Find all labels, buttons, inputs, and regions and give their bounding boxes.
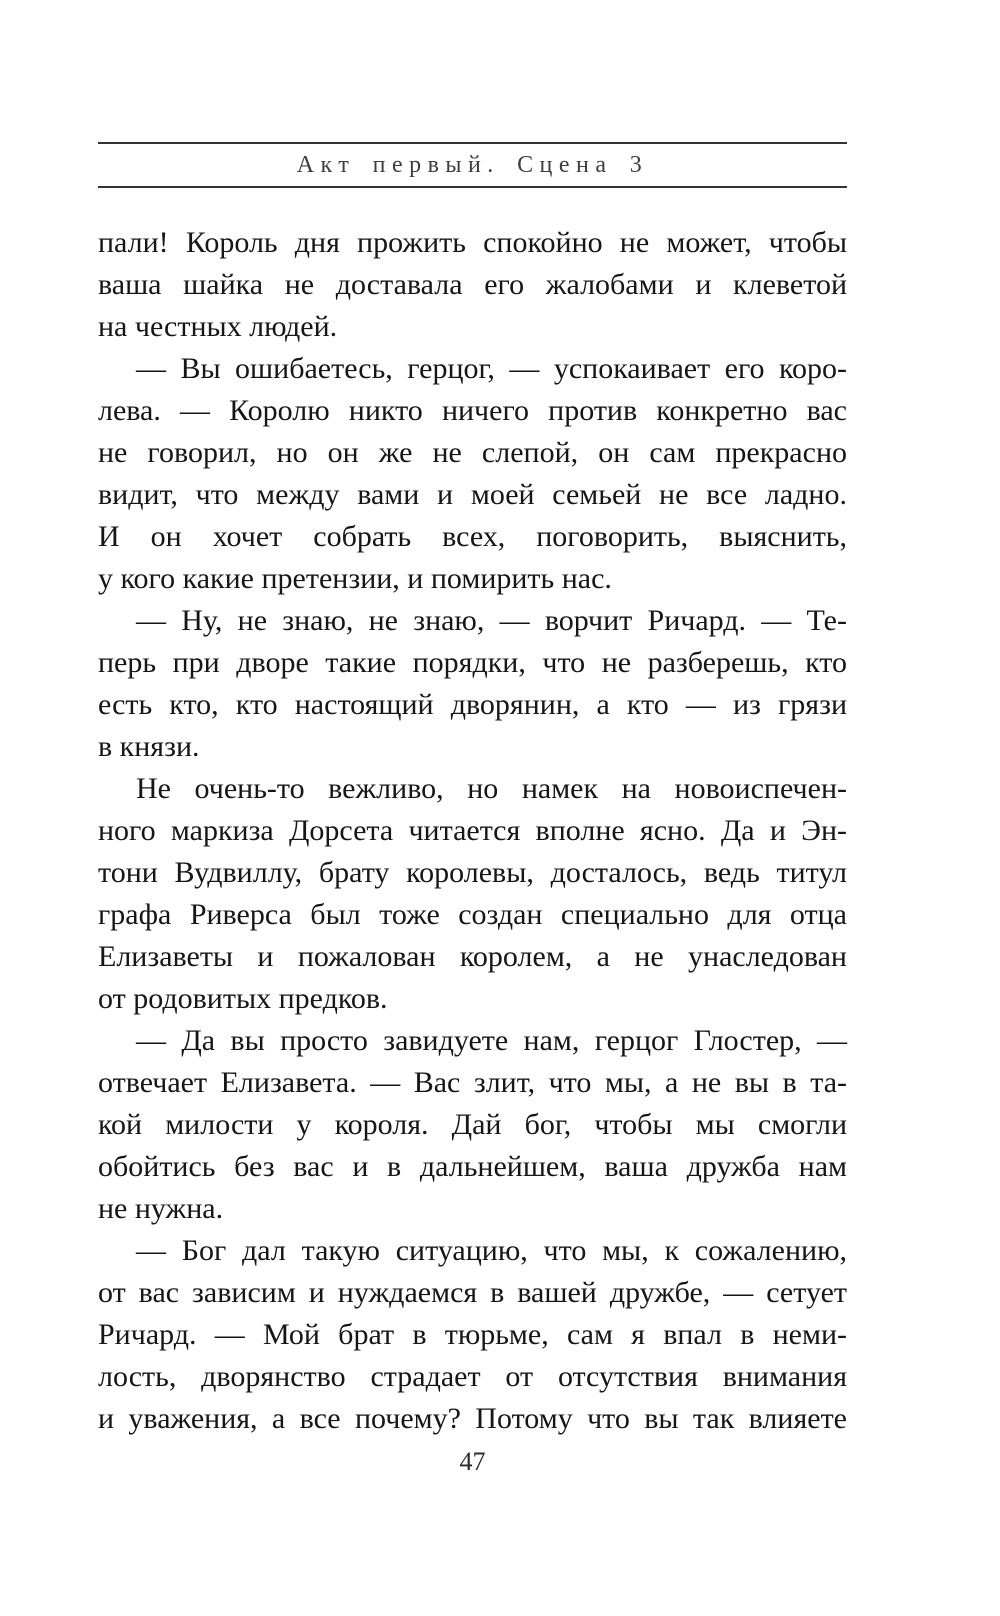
text-line: ного маркиза Дорсета читается вполне ясно. Да и Эн-	[98, 814, 847, 847]
text-line: от родовитых предков.	[98, 982, 388, 1015]
text-line: от вас зависим и нуждаемся в вашей дружбе, — сетует	[98, 1276, 847, 1309]
paragraph	[98, 768, 847, 1020]
paragraph	[98, 600, 847, 768]
text-line: не нужна.	[98, 1192, 224, 1225]
text-line: лева. — Королю никто ничего против конкретно вас	[98, 394, 847, 427]
text-line: Не очень-то вежливо, но намек на новоиспечен-	[136, 772, 847, 805]
text-line: есть кто, кто настоящий дворянин, а кто — из грязи	[98, 688, 847, 721]
text-line: в князи.	[98, 730, 200, 763]
text-line: обойтись без вас и в дальнейшем, ваша дружба нам	[98, 1150, 847, 1183]
paragraph	[98, 1230, 847, 1440]
text-line: И он хочет собрать всех, поговорить, выяснить,	[98, 520, 847, 553]
text-line: пали! Король дня прожить спокойно не может, чтобы	[98, 226, 847, 259]
page-body	[98, 222, 847, 1440]
text-line: — Ну, не знаю, не знаю, — ворчит Ричард. — Те-	[136, 604, 847, 637]
text-line: Ричард. — Мой брат в тюрьме, сам я впал в неми-	[98, 1318, 847, 1351]
text-line: перь при дворе такие порядки, что не разберешь, кто	[98, 646, 847, 679]
text-line: лость, дворянство страдает от отсутствия внимания	[98, 1360, 847, 1393]
text-line: отвечает Елизавета. — Вас злит, что мы, а не вы в та-	[98, 1066, 847, 1099]
paragraph	[98, 348, 847, 600]
text-line: — Бог дал такую ситуацию, что мы, к сожалению,	[136, 1234, 847, 1267]
running-head	[98, 142, 847, 188]
page-number: 47	[459, 1447, 486, 1476]
text-line: Елизаветы и пожалован королем, а не унаследован	[98, 940, 847, 973]
text-line: — Вы ошибаетесь, герцог, — успокаивает его коро-	[136, 352, 847, 385]
text-line: у кого какие претензии, и помирить нас.	[98, 562, 612, 595]
paragraph	[98, 222, 847, 348]
text-line: тони Вудвиллу, брату королевы, досталось, ведь титул	[98, 856, 847, 889]
page-footer	[98, 1446, 847, 1478]
header-rule-bottom	[98, 186, 847, 188]
text-line: видит, что между вами и моей семьей не все ладно.	[98, 478, 847, 511]
text-line: графа Риверса был тоже создан специально для отца	[98, 898, 847, 931]
text-line: ваша шайка не доставала его жалобами и клеветой	[98, 268, 847, 301]
text-line: — Да вы просто завидуете нам, герцог Глостер, —	[136, 1024, 847, 1057]
chapter-header: Акт первый. Сцена 3	[296, 151, 649, 178]
text-line: кой милости у короля. Дай бог, чтобы мы смогли	[98, 1108, 847, 1141]
text-line: и уважения, а все почему? Потому что вы так влияете	[98, 1402, 847, 1435]
text-line: не говорил, но он же не слепой, он сам прекрасно	[98, 436, 847, 469]
text-line: на честных людей.	[98, 310, 338, 343]
paragraph	[98, 1020, 847, 1230]
